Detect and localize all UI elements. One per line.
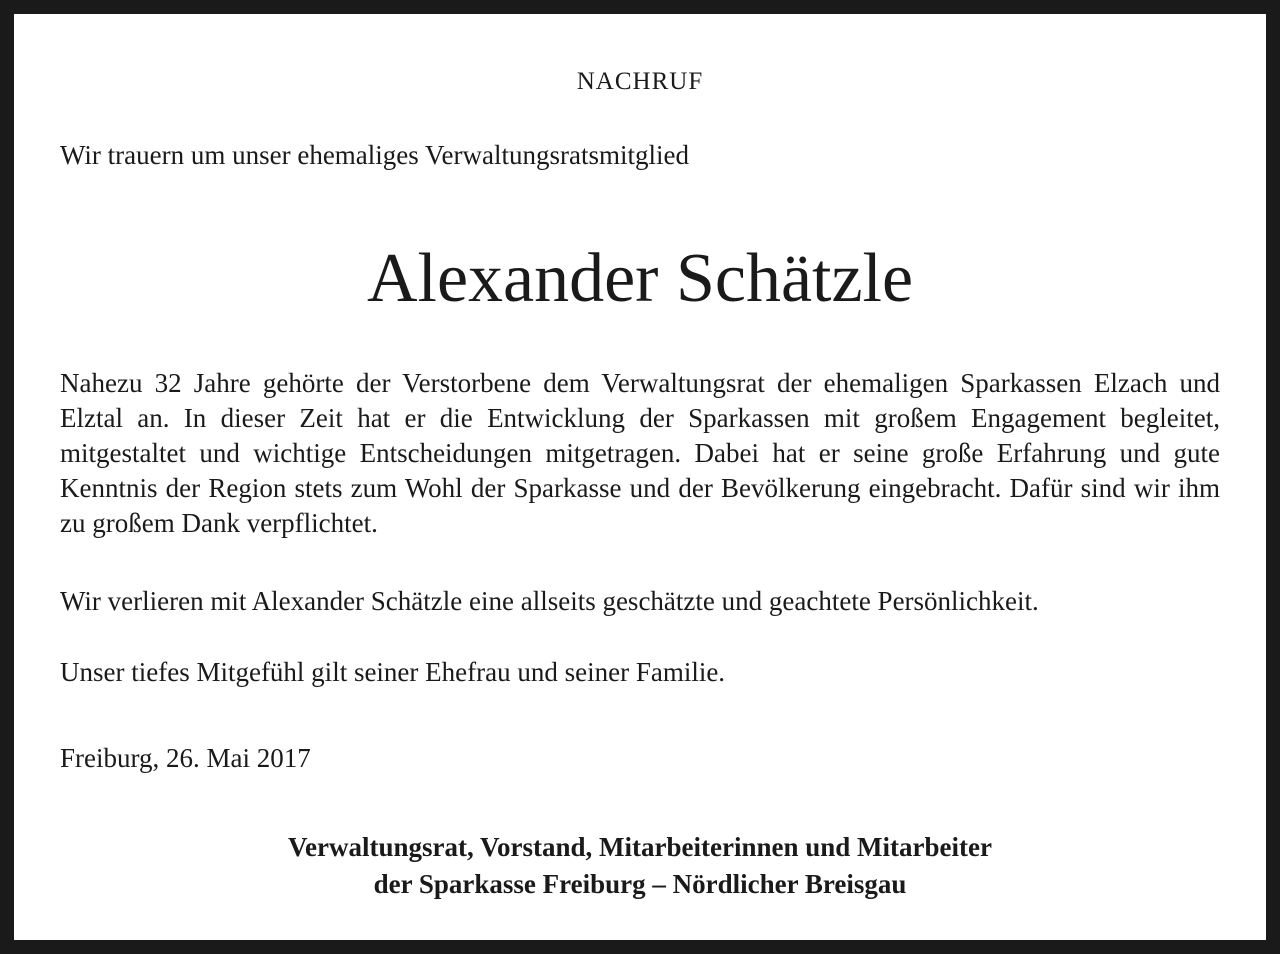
tribute-paragraph-2: Wir verlieren mit Alexander Schätzle eine allseits geschätzte und geachtete Persönlichkeit. [60,586,1039,616]
condolence-paragraph: Unser tiefes Mitgefühl gilt seiner Ehefrau und seiner Familie. [60,657,726,687]
signature-line-2: der Sparkasse Freiburg – Nördlicher Breisgau [373,869,907,899]
tribute-paragraph: Nahezu 32 Jahre gehörte der Verstorbene dem Verwaltungsrat der ehemaligen Sparkassen Elzach und Elztal an. In dieser Zeit hat er die Entwicklung der Sparkassen mit großem Engagement begleitet, mitgestaltet und wichtige Entscheidungen mitgetragen. Dabei hat er seine große Erfahrung und gute Kenntnis der Region stets zum Wohl der Sparkasse und der Bevölkerung eingebracht. Dafür sind wir ihm zu großem Dank verpflichtet. [60,368,1220,538]
notice-heading: NACHRUF [576,68,704,95]
obituary-notice [14,14,1266,940]
intro-line: Wir trauern um unser ehemaliges Verwaltungsratsmitglied [60,140,689,170]
place-date: Freiburg, 26. Mai 2017 [60,743,311,773]
deceased-name: Alexander Schätzle [366,240,914,317]
signature-line-1: Verwaltungsrat, Vorstand, Mitarbeiterinnen und Mitarbeiter [288,832,992,862]
signature-block [14,829,1266,903]
